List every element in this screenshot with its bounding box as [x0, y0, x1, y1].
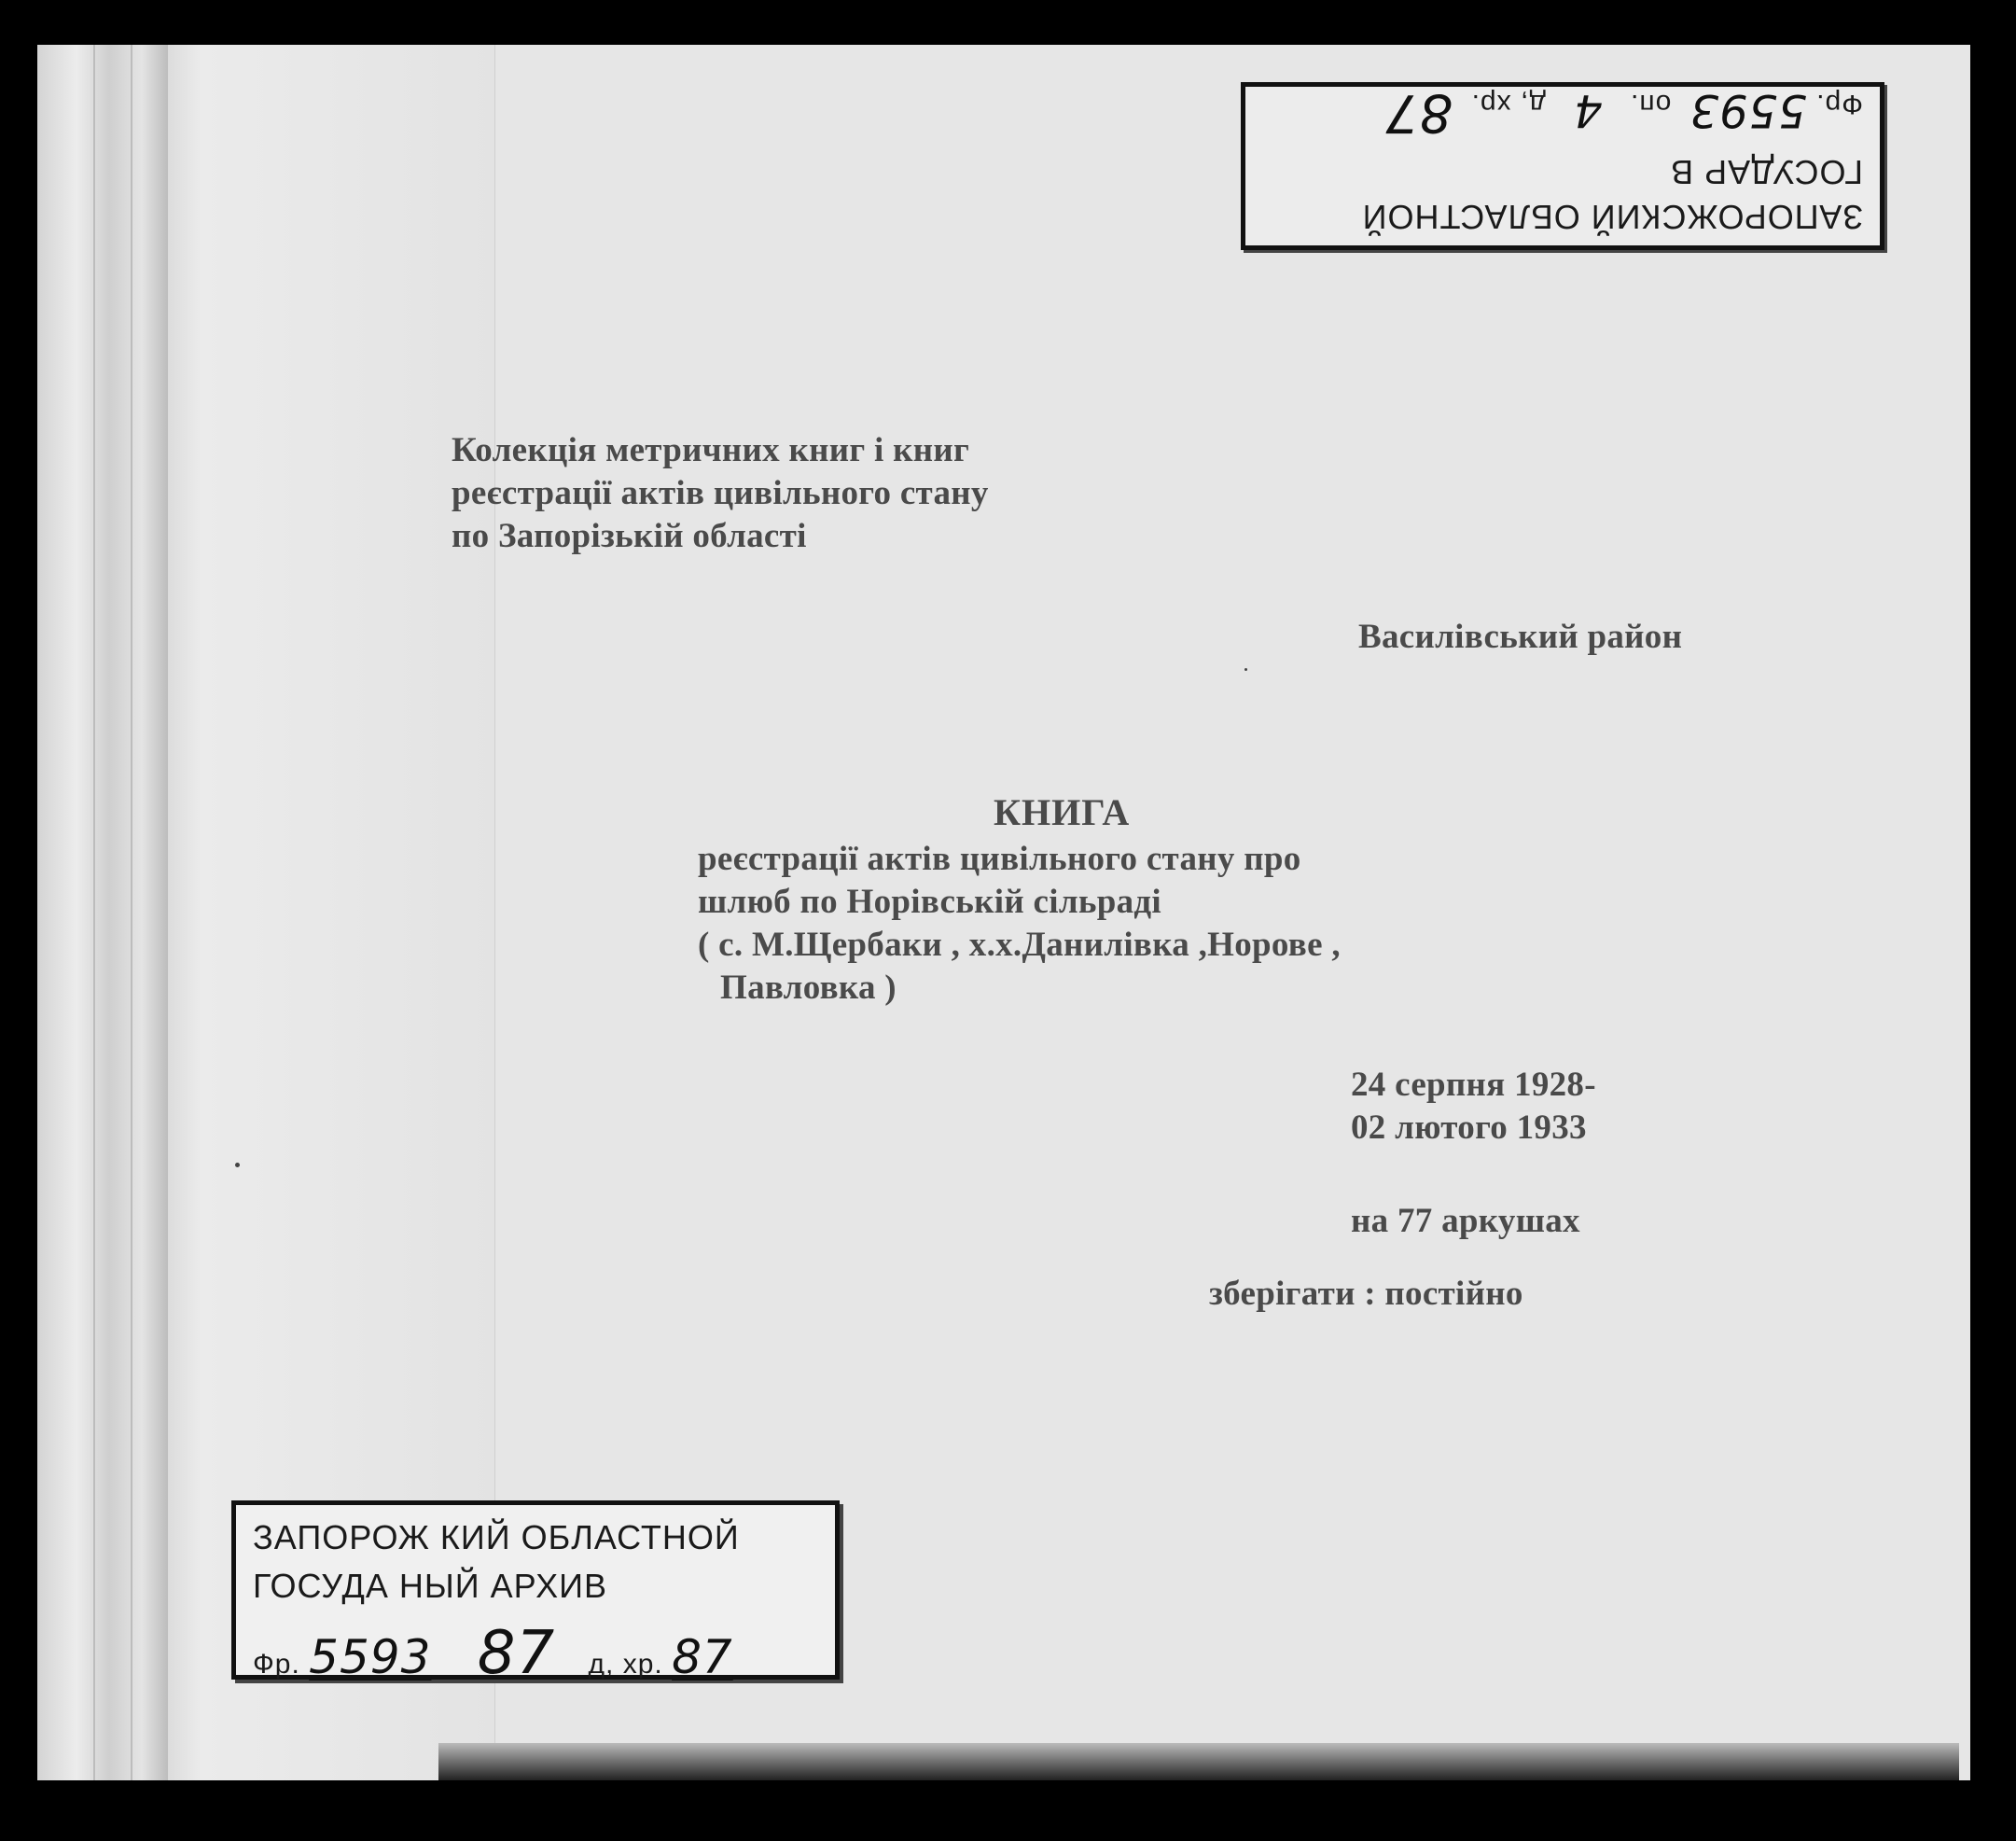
- binding-strip: [37, 45, 170, 1780]
- archive-stamp-bottom: [231, 1500, 840, 1688]
- header-line: Колекція метричних книг і книг: [452, 431, 970, 469]
- date-range: [1351, 1064, 1596, 1150]
- stamp-item-prefix: д, хр.: [588, 1649, 663, 1680]
- retention-note: зберігати : постійно: [1209, 1275, 1523, 1313]
- stamp-opis-number: 87: [477, 1619, 556, 1688]
- paper-speck: [1244, 668, 1247, 671]
- stamp-opis-number: 4: [1573, 84, 1603, 136]
- page-edge-shadow: [438, 1743, 1959, 1780]
- header-line: реєстрації актів цивільного стану: [452, 474, 989, 512]
- stamp-fond-prefix: Фр.: [1815, 89, 1863, 119]
- paper-speck: [235, 1163, 240, 1167]
- header-line: по Запорізькій області: [452, 517, 807, 555]
- stamp-fond-number: 5593: [1689, 84, 1807, 136]
- stamp-line: ЗАПОРОЖ КИЙ ОБЛАСТНОЙ: [253, 1518, 740, 1556]
- date-end: 02 лютого 1933: [1351, 1109, 1587, 1147]
- binding-crease: [131, 45, 132, 1780]
- binding-crease: [93, 45, 95, 1780]
- stamp-line: ГОСУДА НЫЙ АРХИВ: [253, 1567, 607, 1605]
- stamp-line: [1384, 82, 1863, 143]
- archive-stamp-top: [1241, 82, 1884, 250]
- book-subtitle: [698, 838, 1341, 1010]
- stamp-line: ЗАПОРОЖСКИЙ ОБЛАСТНОЙ: [1361, 198, 1863, 236]
- subtitle-line: ( с. М.Щербаки , х.х.Данилівка ,Норове ,: [698, 926, 1341, 964]
- date-start: 24 серпня 1928-: [1351, 1066, 1596, 1104]
- stamp-line: [253, 1619, 733, 1688]
- book-title: КНИГА: [994, 791, 1131, 833]
- stamp-op-prefix: оп.: [1630, 89, 1672, 119]
- subtitle-line: шлюб по Норівській сільраді: [698, 883, 1162, 921]
- stamp-item-number: 87: [1384, 82, 1453, 143]
- subtitle-line: Павловка ): [720, 969, 897, 1007]
- collection-header: [452, 429, 989, 558]
- stamp-item-prefix: д, хр.: [1470, 89, 1546, 119]
- stamp-line: ГОСУДАР В: [1670, 153, 1863, 191]
- subtitle-line: реєстрації актів цивільного стану про: [698, 840, 1301, 878]
- sheet-count: на 77 аркушах: [1351, 1202, 1580, 1240]
- stamp-item-number: 87: [672, 1630, 733, 1684]
- stamp-fond-prefix: Фр.: [253, 1649, 300, 1680]
- district-label: Василівський район: [1358, 618, 1683, 656]
- stamp-fond-number: 5593: [309, 1630, 432, 1684]
